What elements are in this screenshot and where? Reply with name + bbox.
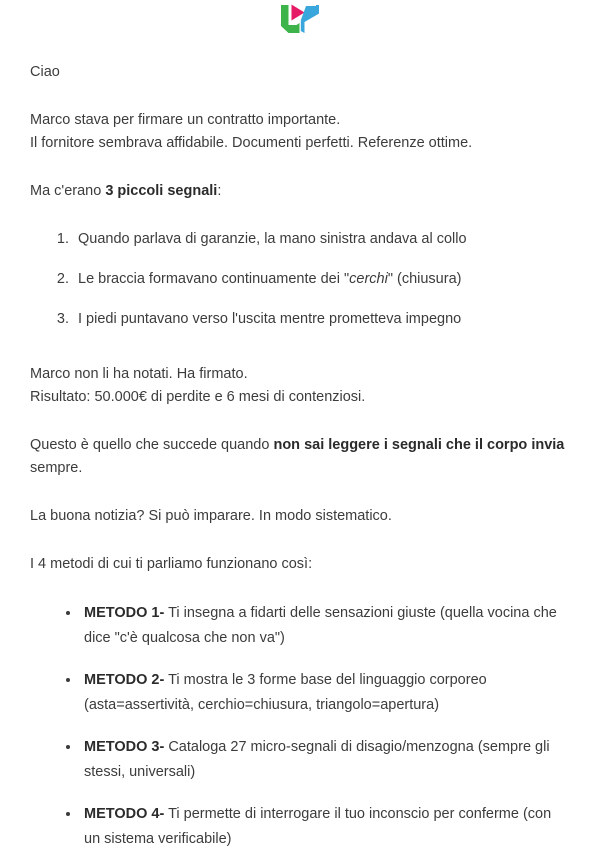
method-3-text: Cataloga 27 micro-segnali di disagio/menzogna (sempre gli stessi, universali): [84, 739, 550, 780]
outcome-line-1: Marco non li ha notati. Ha firmato.: [30, 366, 248, 382]
method-2-text: Ti mostra le 3 forme base del linguaggio corporeo (asta=assertività, cerchio=chiusura, triangolo=apertura): [84, 672, 487, 713]
signals-lead-bold: 3 piccoli segnali: [105, 183, 218, 199]
list-item: [73, 268, 570, 291]
greeting-text: Ciao: [30, 64, 60, 80]
methods-lead-paragraph: I 4 metodi di cui ti parliamo funzionano così:: [30, 556, 313, 572]
method-1-text: Ti insegna a fidarti delle sensazioni giuste (quella vocina che dice "c'è qualcosa che non va"): [84, 605, 557, 646]
method-4-text: Ti permette di interrogare il tuo inconscio per conferme (con un sistema verificabile): [84, 806, 552, 847]
intro-line-2: Il fornitore sembrava affidabile. Documenti perfetti. Referenze ottime.: [30, 135, 473, 151]
signals-lead-paragraph: [30, 180, 570, 203]
outcome-paragraph: [30, 363, 570, 409]
signals-ordered-list: [30, 228, 570, 331]
method-1-label: METODO 1-: [84, 605, 165, 621]
list-item: [73, 228, 570, 251]
signal-2-suffix: " (chiusura): [387, 271, 462, 287]
email-header: [0, 0, 600, 61]
brand-logo-icon: [280, 4, 320, 34]
signal-2-prefix: Le braccia formavano continuamente dei ": [78, 271, 350, 287]
list-item: [81, 601, 570, 651]
spacer: [30, 353, 570, 363]
list-item: [81, 668, 570, 718]
intro-paragraph: [30, 109, 570, 155]
signal-2-italic: cerchi: [349, 271, 388, 287]
lesson-suffix: sempre.: [30, 460, 83, 476]
signals-lead-suffix: :: [217, 183, 222, 199]
method-3-label: METODO 3-: [84, 739, 165, 755]
lesson-prefix: Questo è quello che succede quando: [30, 437, 274, 453]
good-news-paragraph: La buona notizia? Si può imparare. In modo sistematico.: [30, 508, 392, 524]
email-content: [0, 61, 600, 852]
list-item: [81, 735, 570, 785]
method-2-label: METODO 2-: [84, 672, 165, 688]
outcome-line-2: Risultato: 50.000€ di perdite e 6 mesi di contenziosi.: [30, 389, 366, 405]
intro-line-1: Marco stava per firmare un contratto importante.: [30, 112, 341, 128]
signals-lead-prefix: Ma c'erano: [30, 183, 106, 199]
list-item: [73, 308, 570, 331]
lesson-bold: non sai leggere i segnali che il corpo invia: [273, 437, 565, 453]
lesson-paragraph: [30, 434, 570, 480]
signal-3-text: I piedi puntavano verso l'uscita mentre prometteva impegno: [78, 311, 462, 327]
list-item: [81, 802, 570, 852]
method-4-label: METODO 4-: [84, 806, 165, 822]
signal-1-text: Quando parlava di garanzie, la mano sinistra andava al collo: [78, 231, 467, 247]
methods-bulleted-list: [30, 601, 570, 852]
